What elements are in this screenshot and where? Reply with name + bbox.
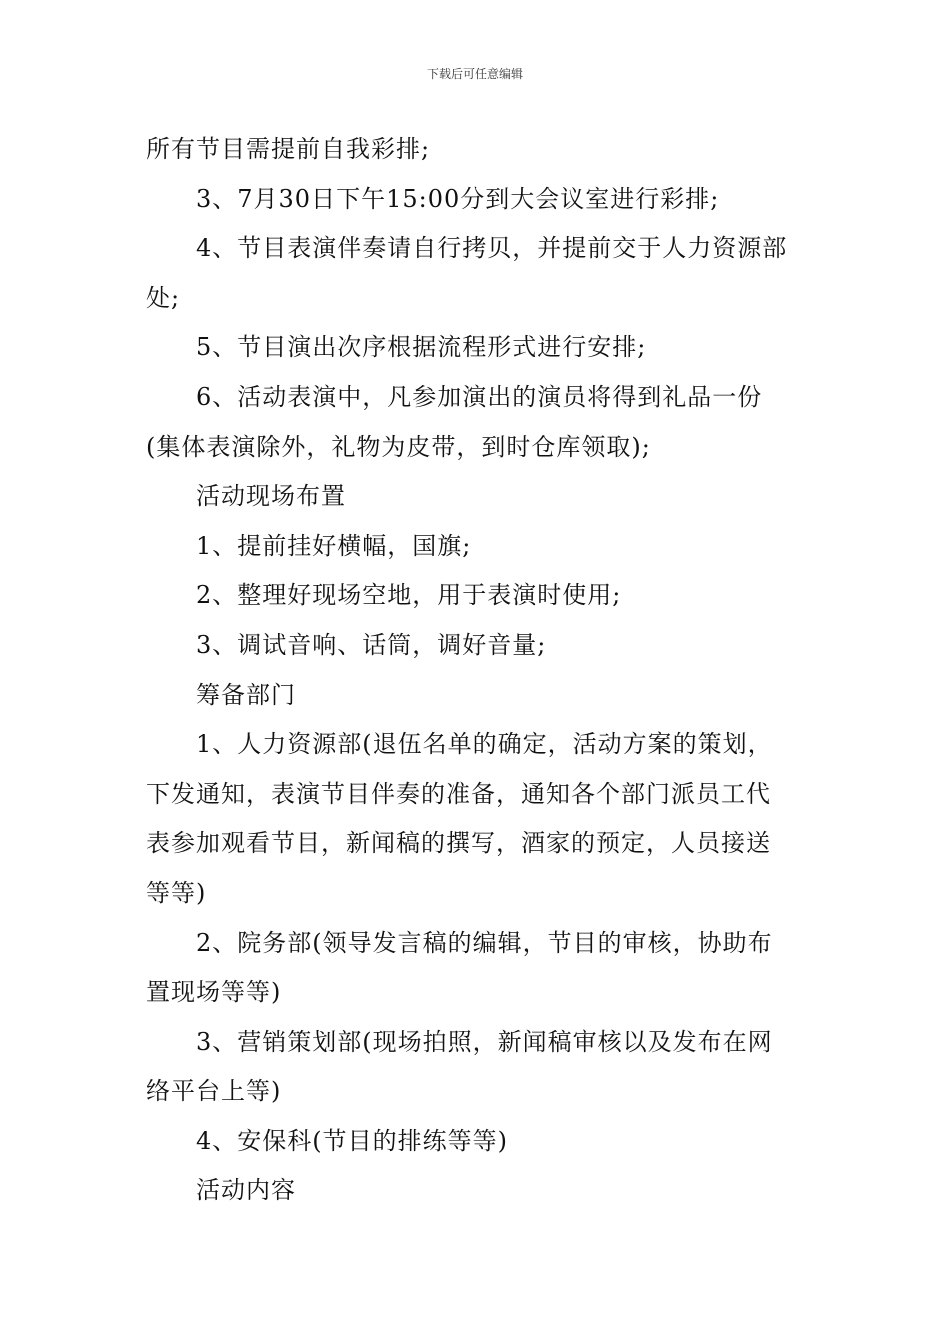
text-line: 6、活动表演中，凡参加演出的演员将得到礼品一份 bbox=[196, 382, 763, 411]
text-line: 1、提前挂好横幅，国旗; bbox=[196, 531, 472, 560]
text-line: 表参加观看节目，新闻稿的撰写，酒家的预定，人员接送 bbox=[146, 829, 771, 858]
text-line: 3、营销策划部(现场拍照，新闻稿审核以及发布在网 bbox=[196, 1027, 773, 1056]
text-line: 活动内容 bbox=[196, 1176, 296, 1205]
text-line: 4、节目表演伴奏请自行拷贝，并提前交于人力资源部 bbox=[196, 234, 788, 263]
page-header-note: 下载后可任意编辑 bbox=[426, 67, 523, 81]
text-line: 活动现场布置 bbox=[196, 482, 346, 511]
text-line: 络平台上等) bbox=[146, 1077, 282, 1106]
text-line: 3、调试音响、话筒，调好音量; bbox=[196, 630, 547, 659]
document-body bbox=[146, 125, 806, 1216]
text-line: 所有节目需提前自我彩排; bbox=[146, 135, 431, 163]
text-line: 处; bbox=[146, 283, 181, 312]
text-line: 1、人力资源部(退伍名单的确定，活动方案的策划， bbox=[196, 730, 773, 759]
text-line: 下发通知，表演节目伴奏的准备，通知各个部门派员工代 bbox=[146, 779, 771, 808]
text-line: (集体表演除外，礼物为皮带，到时仓库领取); bbox=[146, 432, 651, 461]
text-line: 4、安保科(节目的排练等等) bbox=[196, 1126, 508, 1155]
text-line: 3、7月30日下午15:00分到大会议室进行彩排; bbox=[196, 184, 720, 213]
text-line: 置现场等等) bbox=[146, 978, 282, 1007]
text-line: 2、整理好现场空地，用于表演时使用; bbox=[196, 581, 622, 610]
text-line: 5、节目演出次序根据流程形式进行安排; bbox=[196, 333, 647, 362]
text-line: 筹备部门 bbox=[196, 680, 296, 709]
text-line: 等等) bbox=[146, 878, 207, 907]
text-line: 2、院务部(领导发言稿的编辑，节目的审核，协助布 bbox=[196, 928, 773, 957]
